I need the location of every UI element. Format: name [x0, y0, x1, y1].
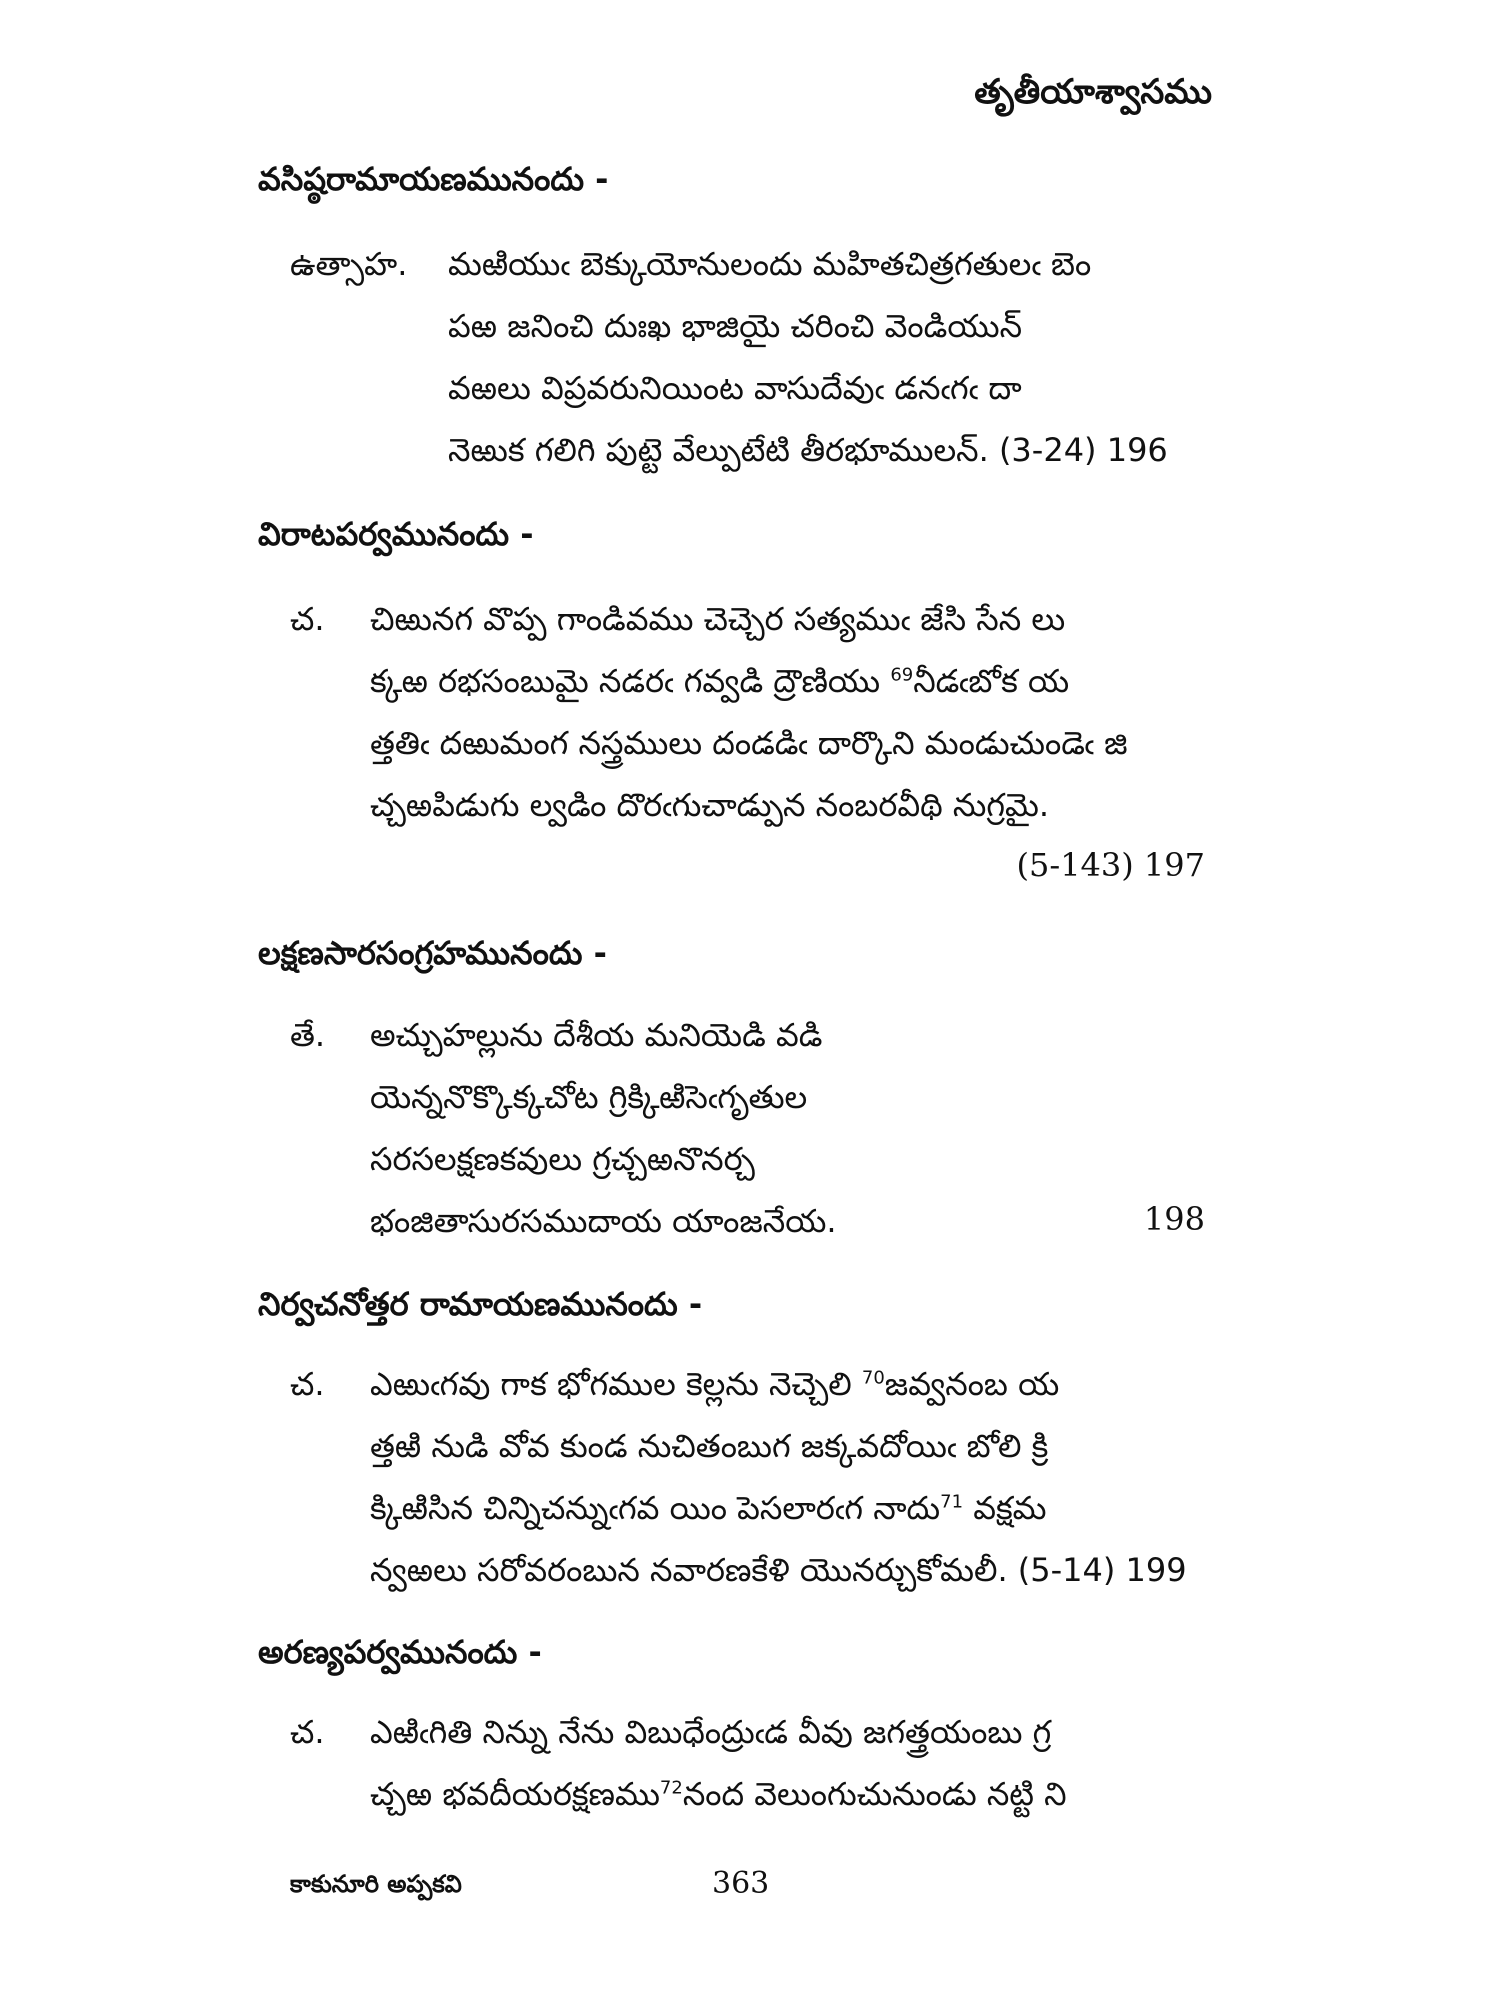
verse-line-text: వక్షమ	[963, 1489, 1047, 1527]
verse-line-text: చ్చఱ భవదీయరక్షణము	[370, 1775, 660, 1813]
verse-meter: చ.	[290, 600, 325, 638]
verse-meter: తే.	[290, 1016, 326, 1054]
verse-line	[370, 1489, 1047, 1535]
verse-line: న్వఱలు సరోవరంబున నవారణకేళి యొనర్చుకోమలీ. (5-14) 199	[370, 1551, 1187, 1589]
verse-line: యెన్ననొక్కొక్కచోట గ్రిక్కిఱిసెఁగృతుల	[370, 1078, 808, 1116]
section-title: నిర్వచనోత్తర రామాయణమునందు -	[258, 1285, 703, 1323]
footnote-marker: 70	[861, 1367, 885, 1389]
footnote-marker: 69	[890, 664, 914, 686]
verse-meter: చ.	[290, 1713, 325, 1751]
verse-reference: (5-143) 197	[1016, 846, 1205, 884]
section-title: విరాటపర్వమునందు -	[258, 515, 534, 553]
verse-meter: చ.	[290, 1365, 325, 1403]
verse-line: భంజితాసురసముదాయ యాంజనేయ.	[370, 1202, 837, 1240]
verse-line-text: జవ్వనంబ య	[884, 1365, 1060, 1403]
verse-line: త్తతిఁ దఱుమంగ నస్త్రములు దండడిఁ దార్కొని మండుచుండెఁ జి	[370, 724, 1128, 762]
verse-line-text: ఎఱుఁగవు గాక భోగముల కెల్లను నెచ్చెలి	[370, 1365, 862, 1403]
verse-line: పఱ జనించి దుఃఖ భాజియై చరించి వెండియున్	[448, 307, 1023, 345]
verse-line: అచ్చుహల్లును దేశీయ మనియెడి వడి	[370, 1016, 823, 1054]
verse-line: వఱలు విప్రవరునియింట వాసుదేవుఁ డనఁగఁ దా	[448, 369, 1022, 407]
section-title: అరణ్యపర్వమునందు -	[258, 1633, 542, 1671]
verse-line-text: క్కఱ రభసంబుమై నడరఁ గవ్వడి ద్రౌణియు	[370, 662, 891, 700]
verse-line: సరసలక్షణకవులు గ్రచ్చఱనొనర్చ	[370, 1140, 755, 1178]
footnote-marker: 72	[659, 1777, 683, 1799]
verse-number: 198	[1143, 1200, 1205, 1238]
verse-line	[370, 662, 1069, 708]
verse-meter: ఉత్సాహ.	[290, 245, 408, 283]
verse-line-text: నీడఁబోక య	[913, 662, 1070, 700]
section-title: వసిష్ఠరామాయణమునందు -	[258, 160, 609, 198]
verse-line: నెఱుక గలిగి పుట్టె వేల్పుటేటి తీరభూములన్. (3-24) 196	[448, 431, 1168, 469]
verse-line: ఎఱిఁగితి నిన్ను నేను విబుధేంద్రుఁడ వీవు జగత్త్రయంబు గ్ర	[370, 1713, 1052, 1751]
verse-line-text: నంద వెలుంగుచునుండు నట్టి ని	[682, 1775, 1067, 1813]
verse-line	[370, 1365, 1059, 1411]
running-header: తృతీయాశ్వాసము	[974, 72, 1212, 112]
verse-line: చ్చఱపిడుగు ల్వడిం దొరఁగుచాడ్పున నంబరవీథి నుగ్రమై.	[370, 786, 1050, 824]
page-number: 363	[712, 1866, 770, 1901]
verse-line	[370, 1775, 1067, 1821]
verse-line: చిఱునగ వొప్ప గాండివము చెచ్చెర సత్యముఁ జేసి సేన లు	[370, 600, 1066, 638]
section-title: లక్షణసారసంగ్రహమునందు -	[258, 934, 607, 972]
verse-line-text: క్కిఱిసిన చిన్నిచన్నుఁగవ యిం పెసలారఁగ నాదు	[370, 1489, 941, 1527]
footnote-marker: 71	[940, 1491, 964, 1513]
verse-line: మఱియుఁ బెక్కుయోనులందు మహితచిత్రగతులఁ బెం	[448, 245, 1092, 283]
verse-line: త్తఱి నుడి వోవ కుండ నుచితంబుగ జక్కవదోయిఁ బోలి క్రి	[370, 1427, 1049, 1465]
footer-author: కాకునూరి అప్పకవి	[290, 1870, 462, 1898]
